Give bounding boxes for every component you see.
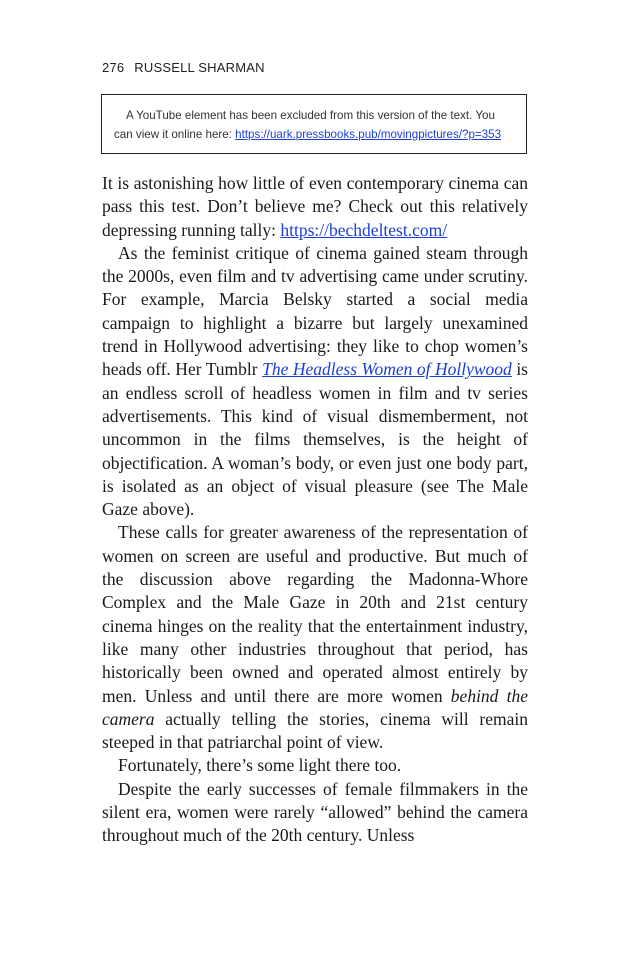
paragraph-3-text-after: actually telling the stories, cinema will remain steeped in that patriarchal point of view. — [102, 708, 528, 753]
paragraph-2-text-before: As the feminist critique of cinema gained steam through the 2000s, even film and tv advertising came under scrutiny. For example, Marcia Belsky started a social media campaign to highlight a bizarre but largely unexamined trend in Hollywood advertising: they like to chop women’s heads off. Her Tumblr — [102, 242, 528, 380]
page-number: 276 — [102, 60, 125, 75]
behind-the-camera-emphasis: behind the camera — [102, 685, 528, 729]
paragraph-3 — [102, 521, 528, 754]
paragraph-2-text-after: is an endless scroll of headless women in film and tv series advertisements. This kind of visual dismemberment, not uncommon in the films themselves, is the height of objectification. A woman’s body, or even just one body part, is isolated as an object of visual pleasure (see The Male Gaze above). — [102, 359, 528, 520]
paragraph-5: Despite the early successes of female filmmakers in the silent era, women were rarely “allowed” behind the camera throughout much of the 20th century. Unless — [102, 778, 528, 846]
author-name: RUSSELL SHARMAN — [134, 60, 265, 75]
paragraph-4: Fortunately, there’s some light there too. — [118, 755, 402, 776]
bechdel-test-link[interactable]: https://bechdeltest.com/ — [280, 219, 448, 240]
notice-message: A YouTube element has been excluded from this version of the text. You can view it online here: — [114, 109, 495, 141]
headless-women-title: The Headless Women of Hollywood — [262, 359, 512, 380]
headless-women-link[interactable] — [262, 359, 512, 379]
paragraph-1-text: It is astonishing how little of even contemporary cinema can pass this test. Don’t believe me? Check out this relatively depressing running tally: — [102, 173, 528, 240]
notice-link[interactable]: https://uark.pressbooks.pub/movingpictures/?p=353 — [235, 128, 502, 141]
body-text — [102, 172, 528, 848]
paragraph-3-text-before: These calls for greater awareness of the representation of women on screen are useful and productive. But much of the discussion above regarding the Madonna-Whore Complex and the Male Gaze in 20th and 21st century cinema hinges on the reality that the entertainment industry, like many other industries throughout that period, has historically been owned and operated almost entirely by men. Unless and until there are more women — [102, 522, 528, 706]
youtube-excluded-notice — [101, 94, 527, 154]
running-header — [102, 60, 265, 75]
notice-text — [114, 106, 514, 144]
paragraph-2 — [102, 242, 528, 522]
paragraph-1 — [102, 172, 528, 242]
